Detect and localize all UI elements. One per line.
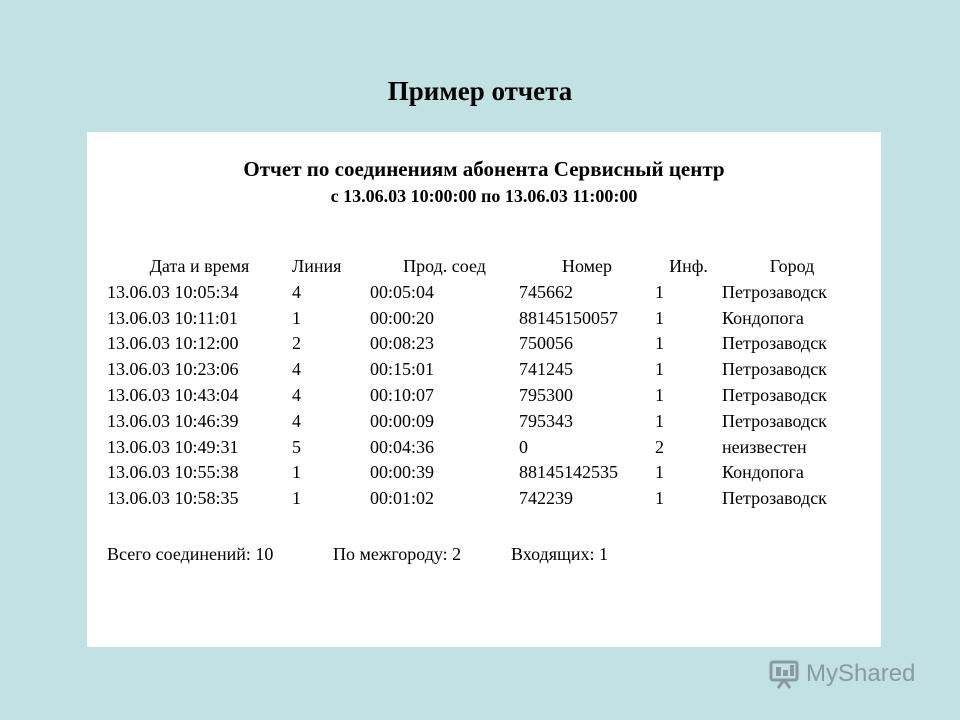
column-header-info: Инф. (669, 256, 708, 276)
cell-line: 2 (292, 333, 301, 354)
presentation-board-icon (768, 659, 802, 689)
cell-number: 88145142535 (519, 462, 618, 483)
cell-line: 1 (292, 462, 301, 483)
column-header-datetime: Дата и время (149, 256, 250, 276)
watermark-text: MyShared (806, 660, 916, 687)
cell-city: Петрозаводск (722, 281, 827, 302)
cell-city: Петрозаводск (722, 410, 827, 431)
table-row (107, 383, 862, 409)
column-header-duration: Прод. соед (403, 256, 486, 276)
cell-datetime: 13.06.03 10:55:38 (107, 462, 239, 483)
slide-title: Пример отчета (387, 76, 573, 106)
cell-info: 1 (655, 359, 664, 380)
cell-datetime: 13.06.03 10:11:01 (107, 307, 238, 328)
cell-datetime: 13.06.03 10:58:35 (107, 488, 239, 509)
cell-line: 4 (292, 281, 301, 302)
cell-city: Петрозаводск (722, 384, 827, 405)
table-row (107, 486, 862, 512)
cell-duration: 00:15:01 (370, 359, 435, 380)
table-row (107, 357, 862, 383)
report-title: Отчет по соединениям абонента Сервисный центр (243, 157, 725, 181)
column-header-line: Линия (292, 256, 342, 276)
cell-duration: 00:08:23 (370, 333, 435, 354)
cell-line: 4 (292, 384, 301, 405)
cell-datetime: 13.06.03 10:43:04 (107, 384, 239, 405)
report-table (107, 254, 862, 512)
cell-number: 741245 (519, 359, 573, 380)
cell-city: Кондопога (722, 307, 804, 328)
cell-info: 2 (655, 436, 664, 457)
cell-line: 1 (292, 488, 301, 509)
cell-info: 1 (655, 281, 664, 302)
column-header-city: Город (769, 256, 815, 276)
cell-info: 1 (655, 384, 664, 405)
cell-duration: 00:00:09 (370, 410, 435, 431)
table-row (107, 435, 862, 461)
table-row (107, 280, 862, 306)
table-body (107, 280, 862, 512)
cell-number: 795343 (519, 410, 573, 431)
cell-info: 1 (655, 410, 664, 431)
table-row (107, 460, 862, 486)
cell-city: Кондопога (722, 462, 804, 483)
cell-duration: 00:05:04 (370, 281, 435, 302)
cell-number: 0 (519, 436, 528, 457)
column-header-number: Номер (561, 256, 613, 276)
cell-duration: 00:04:36 (370, 436, 435, 457)
incoming-count: Входящих: 1 (511, 544, 608, 564)
long-distance-count: По межгороду: 2 (333, 544, 462, 564)
cell-datetime: 13.06.03 10:05:34 (107, 281, 239, 302)
cell-number: 742239 (519, 488, 573, 509)
cell-datetime: 13.06.03 10:23:06 (107, 359, 239, 380)
cell-datetime: 13.06.03 10:12:00 (107, 333, 239, 354)
cell-duration: 00:00:39 (370, 462, 435, 483)
cell-city: неизвестен (722, 436, 807, 457)
cell-line: 4 (292, 359, 301, 380)
cell-city: Петрозаводск (722, 488, 827, 509)
table-row (107, 331, 862, 357)
cell-duration: 00:10:07 (370, 384, 435, 405)
cell-number: 795300 (519, 384, 573, 405)
report-panel (87, 132, 881, 647)
watermark-logo (768, 654, 915, 694)
cell-info: 1 (655, 488, 664, 509)
cell-datetime: 13.06.03 10:46:39 (107, 410, 239, 431)
table-row (107, 306, 862, 332)
cell-line: 4 (292, 410, 301, 431)
cell-number: 745662 (519, 281, 573, 302)
cell-line: 1 (292, 307, 301, 328)
cell-duration: 00:00:20 (370, 307, 435, 328)
cell-city: Петрозаводск (722, 359, 827, 380)
cell-info: 1 (655, 307, 664, 328)
cell-city: Петрозаводск (722, 333, 827, 354)
cell-number: 88145150057 (519, 307, 618, 328)
cell-info: 1 (655, 333, 664, 354)
cell-info: 1 (655, 462, 664, 483)
cell-number: 750056 (519, 333, 573, 354)
table-row (107, 409, 862, 435)
cell-line: 5 (292, 436, 301, 457)
total-connections: Всего соединений: 10 (107, 544, 274, 564)
totals-line (107, 542, 608, 566)
report-period: с 13.06.03 10:00:00 по 13.06.03 11:00:00 (330, 186, 638, 206)
cell-duration: 00:01:02 (370, 488, 435, 509)
table-header-row (107, 254, 862, 280)
cell-datetime: 13.06.03 10:49:31 (107, 436, 239, 457)
